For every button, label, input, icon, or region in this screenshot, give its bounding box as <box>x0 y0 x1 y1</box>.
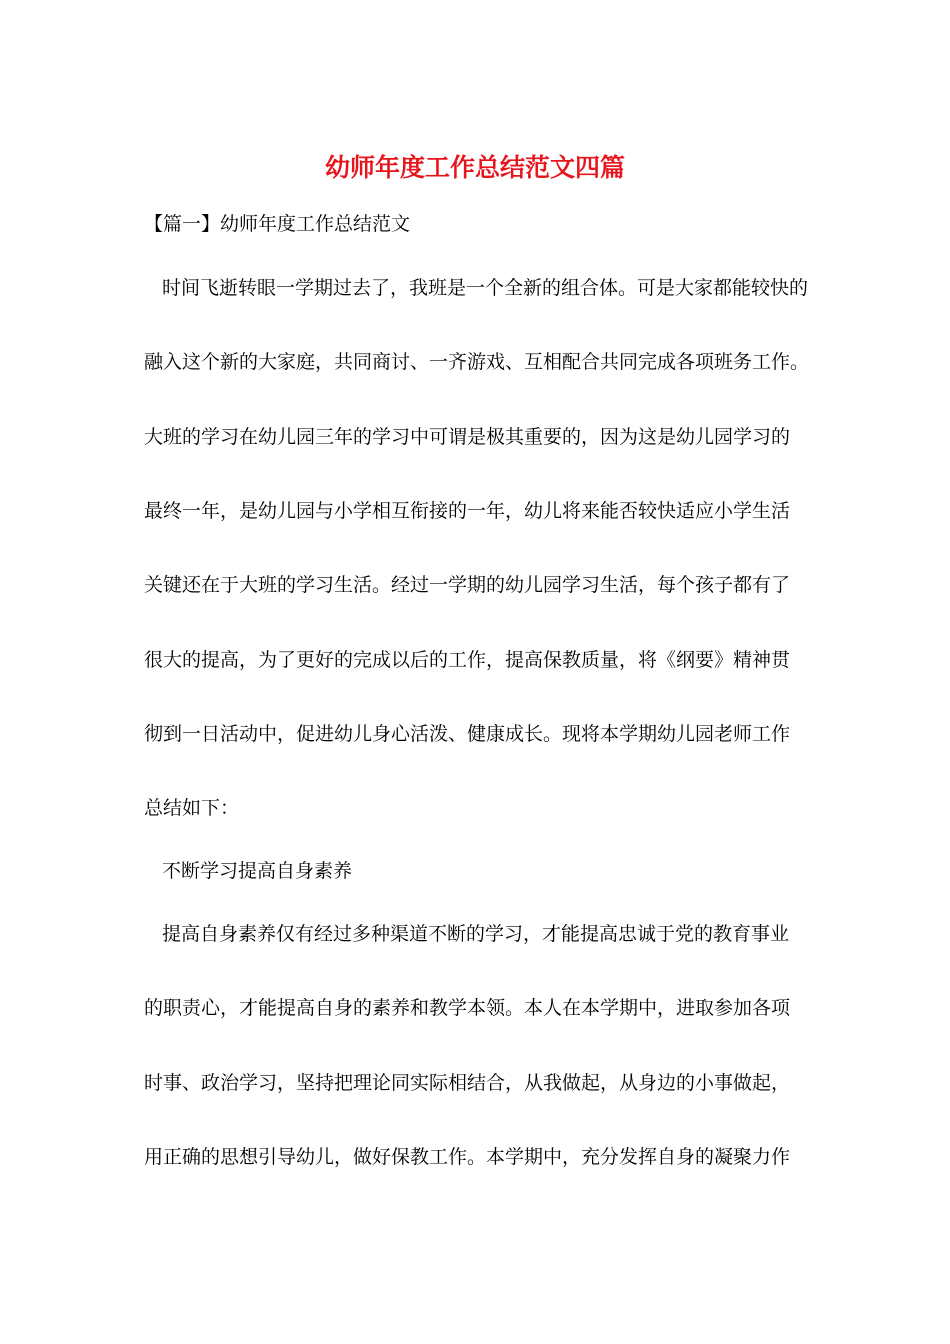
paragraph-line: 彻到一日活动中，促进幼儿身心活泼、健康成长。现将本学期幼儿园老师工作 <box>144 723 791 745</box>
paragraph-line: 很大的提高，为了更好的完成以后的工作，提高保教质量，将《纲要》精神贯 <box>144 649 791 671</box>
document-title: 幼师年度工作总结范文四篇 <box>324 153 625 182</box>
paragraph-line: 融入这个新的大家庭，共同商讨、一齐游戏、互相配合共同完成各项班务工作。 <box>144 351 810 373</box>
paragraph-line: 时间飞逝转眼一学期过去了，我班是一个全新的组合体。可是大家都能较快的 <box>162 277 809 299</box>
paragraph-line: 总结如下： <box>144 797 240 819</box>
paragraph-line: 关键还在于大班的学习生活。经过一学期的幼儿园学习生活，每个孩子都有了 <box>144 574 791 596</box>
subheading: 不断学习提高自身素养 <box>162 860 353 882</box>
paragraph-line: 大班的学习在幼儿园三年的学习中可谓是极其重要的，因为这是幼儿园学习的 <box>144 426 791 448</box>
paragraph-line: 提高自身素养仅有经过多种渠道不断的学习，才能提高忠诚于党的教育事业 <box>162 923 790 945</box>
paragraph-line: 用正确的思想引导幼儿，做好保教工作。本学期中，充分发挥自身的凝聚力作 <box>144 1146 791 1168</box>
paragraph-line: 时事、政治学习，坚持把理论同实际相结合，从我做起，从身边的小事做起， <box>144 1072 791 1094</box>
section-heading: 【篇一】幼师年度工作总结范文 <box>144 213 411 235</box>
paragraph-line: 最终一年，是幼儿园与小学相互衔接的一年，幼儿将来能否较快适应小学生活 <box>144 500 791 522</box>
paragraph-line: 的职责心，才能提高自身的素养和教学本领。本人在本学期中，进取参加各项 <box>144 997 791 1019</box>
